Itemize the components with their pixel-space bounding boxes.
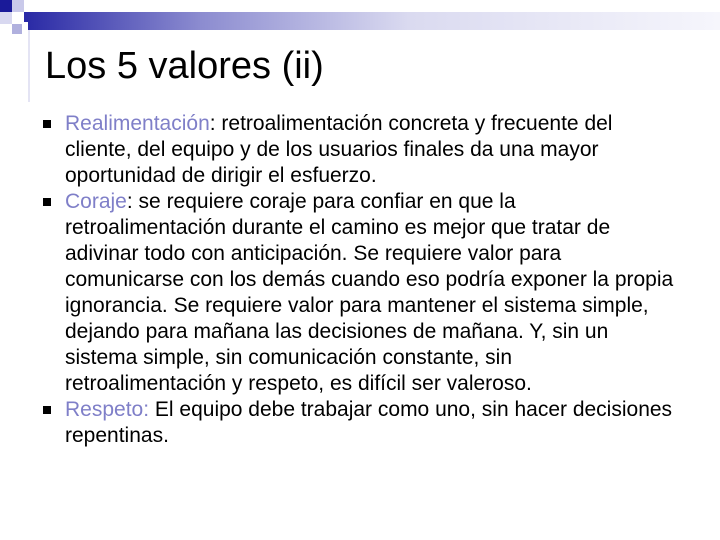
square-bullet-icon	[43, 406, 51, 414]
header-gradient-bar	[28, 12, 720, 30]
corner-square-4	[0, 12, 12, 24]
bullet-list	[43, 111, 675, 449]
corner-square-5	[12, 24, 22, 34]
corner-square-1	[0, 0, 12, 12]
corner-square-2	[12, 0, 24, 12]
bullet-separator: :	[143, 398, 150, 421]
bullet-separator: :	[126, 190, 133, 213]
bullet-separator: :	[209, 112, 216, 135]
bullet-item-respeto	[43, 397, 675, 449]
slide-title: Los 5 valores (ii)	[45, 45, 324, 87]
bullet-text: El equipo debe trabajar como uno, sin hacer decisiones repentinas.	[65, 398, 673, 447]
bullet-item-coraje	[43, 189, 675, 397]
bullet-item-realimentacion	[43, 111, 675, 189]
bullet-term: Respeto	[65, 398, 144, 421]
bullet-term: Realimentación	[65, 112, 210, 135]
title-vertical-rule	[28, 30, 30, 102]
bullet-term: Coraje	[65, 190, 127, 213]
bullet-text: se requiere coraje para confiar en que la retroalimentación durante el camino es mejor que tratar de adivinar todo con anticipación. Se requiere valor para comunicarse con los demás cuando eso podría exponer la propia ignorancia. Se requiere valor para mantener el sistema simple, dejando para mañana las decisiones de mañana. Y, sin un sistema simple, sin comunicación constante, sin retroalimentación y respeto, es difícil ser valeroso.	[65, 190, 674, 395]
square-bullet-icon	[43, 198, 51, 206]
square-bullet-icon	[43, 120, 51, 128]
bullet-text: retroalimentación concreta y frecuente del cliente, del equipo y de los usuarios finales da una mayor oportunidad de dirigir el esfuerzo.	[65, 112, 613, 187]
